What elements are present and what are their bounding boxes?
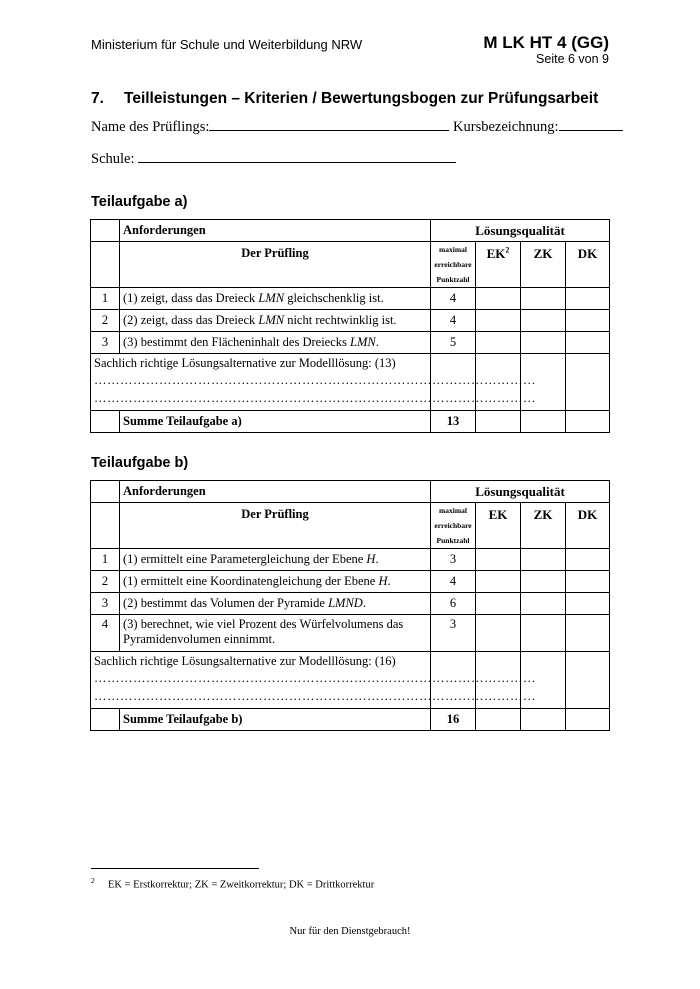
requirement-text: (3) bestimmt den Flächeninhalt des Dreiecks LMN. (120, 332, 431, 354)
footnote-text: EK = Erstkorrektur; ZK = Zweitkorrektur; DK = Drittkorrektur (108, 879, 375, 891)
table-row (91, 288, 610, 310)
zk-header: ZK (521, 242, 566, 288)
ek-score-cell[interactable] (476, 288, 521, 310)
requirement-text: (1) zeigt, dass das Dreieck LMN gleichschenklig ist. (120, 288, 431, 310)
dk-score-cell[interactable] (566, 709, 610, 731)
dotted-line: ………………………………………………………………………………………… (94, 671, 536, 685)
solution-quality-header: Lösungsqualität (431, 481, 610, 503)
zk-header: ZK (521, 503, 566, 549)
ek-score-cell[interactable] (476, 411, 521, 433)
dk-score-cell[interactable] (566, 332, 610, 354)
page-footer: Nur für den Dienstgebrauch! (289, 926, 411, 937)
dk-score-cell[interactable] (566, 571, 610, 593)
zk-score-cell[interactable] (521, 709, 566, 731)
requirement-text: (2) zeigt, dass das Dreieck LMN nicht rechtwinklig ist. (120, 310, 431, 332)
dk-score-cell[interactable] (566, 354, 610, 411)
dk-score-cell[interactable] (566, 288, 610, 310)
footnote-ref: 2 (505, 245, 510, 255)
max-points: 4 (431, 310, 476, 332)
ministry-name: Ministerium für Schule und Weiterbildung NRW (91, 37, 363, 52)
dk-score-cell[interactable] (566, 615, 610, 652)
row-number: 1 (91, 549, 120, 571)
zk-score-cell[interactable] (521, 615, 566, 652)
solution-quality-header: Lösungsqualität (431, 220, 610, 242)
requirements-header: Anforderungen (120, 481, 431, 503)
dotted-line: ………………………………………………………………………………………… (94, 391, 536, 405)
section-title (91, 90, 598, 108)
max-points-header: maximal erreichbare Punktzahl (431, 242, 476, 288)
max-points: 5 (431, 332, 476, 354)
zk-score-cell[interactable] (521, 593, 566, 615)
table-row (91, 310, 610, 332)
zk-score-cell[interactable] (521, 571, 566, 593)
alternative-label: Sachlich richtige Lösungsalternative zur Modelllösung: (13) (94, 356, 396, 370)
school-label: Schule: (91, 151, 135, 167)
requirement-text: (1) ermittelt eine Parametergleichung der Ebene H. (120, 549, 431, 571)
table-row (91, 332, 610, 354)
max-points: 3 (431, 615, 476, 652)
name-field[interactable] (209, 116, 449, 131)
max-points: 4 (431, 571, 476, 593)
zk-score-cell[interactable] (521, 310, 566, 332)
ek-score-cell[interactable] (476, 709, 521, 731)
max-points: 4 (431, 288, 476, 310)
task-a-title: Teilaufgabe a) (91, 194, 188, 210)
alternative-row (91, 652, 610, 709)
name-course-row (91, 116, 623, 136)
dk-score-cell[interactable] (566, 593, 610, 615)
sum-points: 13 (431, 411, 476, 433)
requirements-header: Anforderungen (120, 220, 431, 242)
table-row (91, 571, 610, 593)
alternative-label: Sachlich richtige Lösungsalternative zur Modelllösung: (16) (94, 654, 396, 668)
table-row (91, 549, 610, 571)
candidate-header: Der Prüfling (120, 503, 431, 549)
ek-score-cell[interactable] (476, 549, 521, 571)
sum-label: Summe Teilaufgabe b) (120, 709, 431, 731)
task-a-table (90, 219, 610, 433)
requirement-text: (3) berechnet, wie viel Prozent des Würfelvolumens das Pyramidenvolumen einnimmt. (120, 615, 431, 652)
ek-score-cell[interactable] (476, 310, 521, 332)
footnote-divider (91, 868, 259, 869)
ek-header: EK (476, 503, 521, 549)
exam-code: M LK HT 4 (GG) (483, 33, 609, 52)
sum-row (91, 709, 610, 731)
school-row (91, 148, 456, 168)
zk-score-cell[interactable] (521, 411, 566, 433)
max-points-header: maximal erreichbare Punktzahl (431, 503, 476, 549)
ek-score-cell[interactable] (476, 615, 521, 652)
alternative-cell[interactable] (91, 354, 536, 411)
row-number: 2 (91, 310, 120, 332)
dk-score-cell[interactable] (566, 411, 610, 433)
dk-score-cell[interactable] (566, 652, 610, 709)
name-label: Name des Prüflings: (91, 119, 210, 135)
sum-points: 16 (431, 709, 476, 731)
table-row (91, 615, 610, 652)
ek-score-cell[interactable] (476, 571, 521, 593)
ek-score-cell[interactable] (476, 332, 521, 354)
page-number: Seite 6 von 9 (536, 52, 609, 66)
task-b-title: Teilaufgabe b) (91, 455, 189, 471)
alternative-row (91, 354, 610, 411)
course-label: Kursbezeichnung: (453, 119, 559, 135)
row-number: 4 (91, 615, 120, 652)
school-field[interactable] (138, 148, 456, 163)
course-field[interactable] (559, 116, 623, 131)
alternative-cell[interactable] (91, 652, 536, 709)
zk-score-cell[interactable] (521, 332, 566, 354)
dotted-line: ………………………………………………………………………………………… (94, 373, 536, 387)
dk-header: DK (566, 503, 610, 549)
row-number: 3 (91, 593, 120, 615)
max-points: 6 (431, 593, 476, 615)
max-points: 3 (431, 549, 476, 571)
zk-score-cell[interactable] (521, 549, 566, 571)
sum-row (91, 411, 610, 433)
requirement-text: (2) bestimmt das Volumen der Pyramide LMND. (120, 593, 431, 615)
zk-score-cell[interactable] (521, 288, 566, 310)
footnote-mark: 2 (91, 876, 95, 885)
section-title-text: Teilleistungen – Kriterien / Bewertungsbogen zur Prüfungsarbeit (124, 90, 599, 107)
dk-header: DK (566, 242, 610, 288)
row-number: 3 (91, 332, 120, 354)
ek-header: EK$^2$ (476, 242, 521, 288)
section-number: 7. (91, 90, 104, 107)
dk-score-cell[interactable] (566, 549, 610, 571)
ek-score-cell[interactable] (476, 593, 521, 615)
row-number: 1 (91, 288, 120, 310)
requirement-text: (1) ermittelt eine Koordinatengleichung der Ebene H. (120, 571, 431, 593)
row-number: 2 (91, 571, 120, 593)
footnote (91, 876, 374, 891)
table-row (91, 593, 610, 615)
dk-score-cell[interactable] (566, 310, 610, 332)
dotted-line: ………………………………………………………………………………………… (94, 689, 536, 703)
task-b-table (90, 480, 610, 731)
sum-label: Summe Teilaufgabe a) (120, 411, 431, 433)
candidate-header: Der Prüfling (120, 242, 431, 288)
